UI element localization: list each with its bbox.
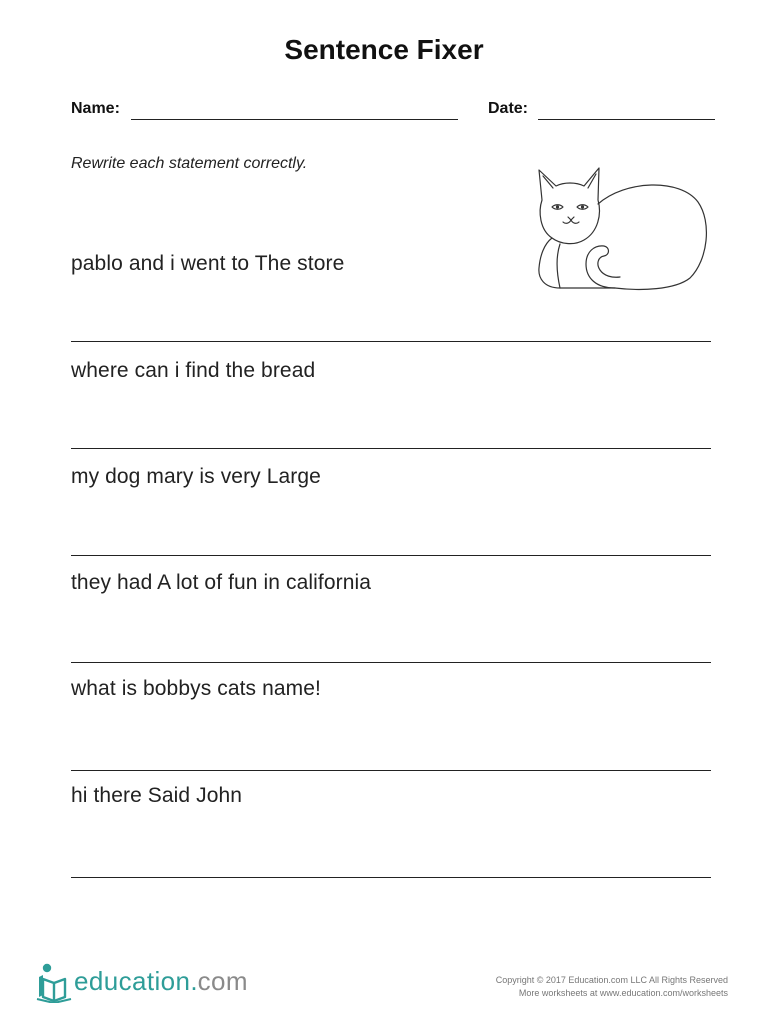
answer-line[interactable] [71, 448, 711, 449]
answer-line[interactable] [71, 555, 711, 556]
sentence-prompt: pablo and i went to The store [71, 252, 345, 275]
sentence-item [71, 251, 711, 277]
page-title: Sentence Fixer [284, 34, 484, 65]
sentence-item [71, 570, 711, 596]
education-logo[interactable] [34, 958, 248, 1004]
name-label: Name: [71, 100, 120, 117]
answer-line[interactable] [71, 877, 711, 878]
date-label: Date: [488, 100, 529, 117]
sentence-prompt: they had A lot of fun in california [71, 571, 372, 594]
logo-tld: com [197, 965, 248, 996]
logo-word: education [74, 965, 191, 996]
instruction-text: Rewrite each statement correctly. [71, 155, 308, 172]
sentence-prompt: what is bobbys cats name! [71, 677, 321, 700]
sentence-prompt: my dog mary is very Large [71, 465, 321, 488]
sentence-item [71, 358, 711, 384]
name-field-line [131, 119, 458, 120]
sentence-prompt: where can i find the bread [71, 359, 316, 382]
date-field-line [538, 119, 715, 120]
sentence-item [71, 783, 711, 809]
book-person-icon [34, 959, 72, 1003]
sentence-item [71, 676, 711, 702]
answer-line[interactable] [71, 770, 711, 771]
copyright-text: Copyright © 2017 Education.com LLC All Rights Reserved [495, 975, 728, 985]
logo-dot: . [190, 965, 198, 996]
sentence-prompt: hi there Said John [71, 784, 243, 807]
footer [428, 974, 728, 1000]
sentence-item [71, 464, 711, 490]
cat-icon [530, 160, 720, 300]
answer-line[interactable] [71, 341, 711, 342]
more-worksheets-link[interactable]: More worksheets at www.education.com/worksheets [518, 988, 728, 998]
answer-line[interactable] [71, 662, 711, 663]
